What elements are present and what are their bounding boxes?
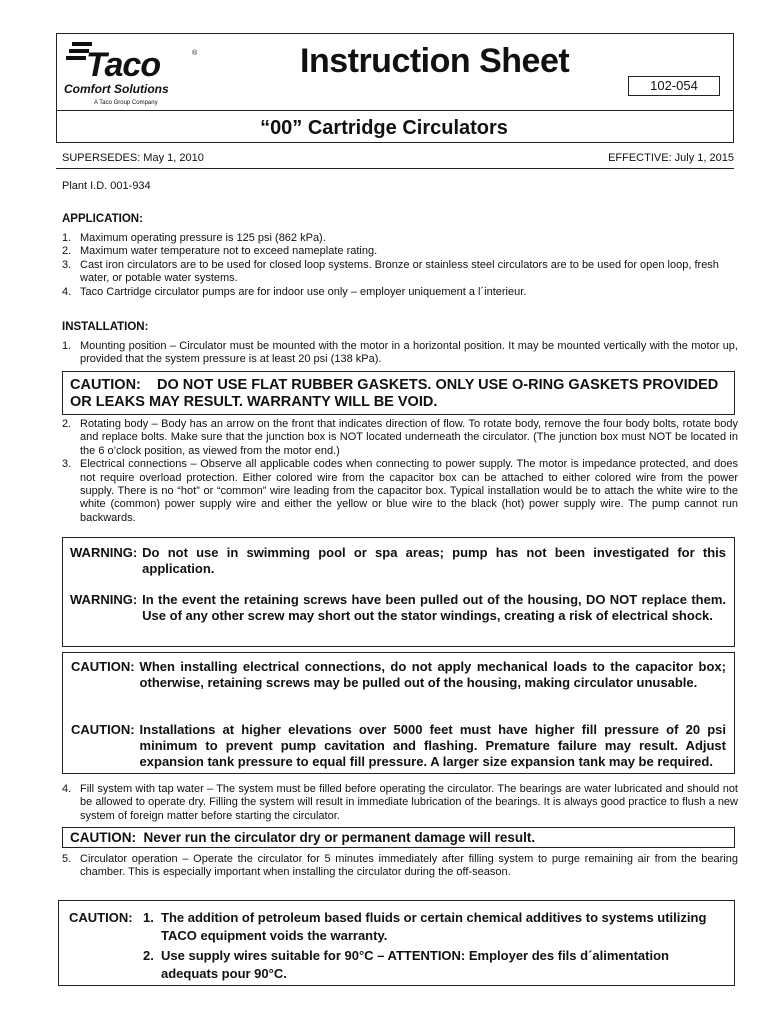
list-item [62,853,738,880]
installation-list-3 [62,783,738,823]
final-item-text: The addition of petroleum based fluids or certain chemical additives to systems utilizing TACO equipment voids the warranty. [161,910,707,943]
final-item-text: Use supply wires suitable for 90°C – ATTENTION: Employer des fils d´alimentation adequats pour 90°C. [161,948,669,981]
caution-label: CAUTION: [71,659,135,674]
logo-subtitle: A Taco Group Company [94,100,158,106]
caution-label: CAUTION: [69,910,133,925]
list-text: Fill system with tap water – The system must be filled before operating the circulator. The bearings are water lubricated and should not be allowed to operate dry. Filling the system will result in immediate lubrication of the bearings. It is always good practice to flush a new system of foreign matter before starting the circulator. [80,783,738,822]
final-caution-row [69,909,724,945]
warning-box [62,537,735,647]
warning-text: In the event the retaining screws have been pulled out of the housing, DO NOT replace them. Use of any other screw may short out the stator windings, creating a risk of electrical shock. [142,592,726,623]
gasket-caution-box: CAUTION: DO NOT USE FLAT RUBBER GASKETS. ONLY USE O-RING GASKETS PROVIDED OR LEAKS MAY RESULT. WARRANTY WILL BE VOID. [62,371,735,415]
list-item [62,340,738,367]
list-text: Mounting position – Circulator must be mounted with the motor in a horizontal position. It may be mounted vertically with the motor up, provided that the system pressure is at least 20 psi (138 kPa). [80,340,738,366]
list-text: Electrical connections – Observe all applicable codes when connecting to power supply. The motor is impedance protected, and does not require overload protection. Either colored wire from the capacitor box can be attached to either colored wire from the power supply. There is no “hot” or “common” wire leading from the capacitor box. Typical installation would be to attach the white wire to the white (common) power supply wire and either the yellow or blue wire to the black (hot) power supply wire. The pump cannot run backwards. [80,458,738,524]
list-item [62,783,738,823]
warning-label: WARNING: [70,592,138,607]
list-item [62,458,738,525]
dry-run-caution-box: CAUTION: Never run the circulator dry or permanent damage will result. [62,827,735,848]
list-text: Maximum water temperature not to exceed nameplate rating. [80,245,378,258]
list-number: 2. [62,245,72,258]
caution-label: CAUTION: [71,722,135,737]
plant-id: Plant I.D. 001-934 [62,180,151,192]
list-item [62,286,738,299]
warning-row [70,592,726,624]
caution-text: Installations at higher elevations over 5000 feet must have higher fill pressure of 20 psi minimum to prevent pump cavitation and flashing. Premature failure may result. Adjust expansion tank pressure to equal fill pressure. A larger size expansion tank may be required. [139,722,726,769]
application-heading: APPLICATION: [62,213,143,225]
caution-box [62,652,735,774]
list-text: Cast iron circulators are to be used for closed loop systems. Bronze or stainless steel circulators are to be used for open loop, fresh water, or potable water systems. [80,258,719,285]
installation-heading: INSTALLATION: [62,321,149,333]
caution-row [71,659,726,691]
installation-list-4 [62,853,738,880]
final-caution-box [58,900,735,986]
header-divider [56,110,734,111]
page-title: Instruction Sheet [300,42,570,80]
list-number: 1. [62,340,72,352]
list-text: Circulator operation – Operate the circulator for 5 minutes immediately after filling system to purge remaining air from the bearing chamber. This is especially important when installing the circulator during the off-season. [80,853,738,879]
list-number: 3. [62,258,72,271]
list-item [62,232,738,245]
list-number: 4. [62,285,72,298]
application-list [62,232,738,299]
final-caution-row [69,947,724,983]
caution-text: When installing electrical connections, do not apply mechanical loads to the capacitor box; otherwise, retaining screws may be pulled out of the housing, making circulator unusable. [139,659,726,690]
logo-brand: Taco [86,46,161,84]
list-item [62,259,738,286]
list-number: 4. [62,783,72,795]
list-text: Taco Cartridge circulator pumps are for indoor use only – employer uniquement a l´interieur. [80,285,527,298]
list-text: Rotating body – Body has an arrow on the front that indicates direction of flow. To rotate body, remove the four body bolts, rotate body and replace bolts. Make sure that the junction box is NOT located underneath the circulator. (The junction box must NOT be located in the 6 o’clock position, as viewed from the motor end.) [80,418,738,457]
meta-divider [56,168,734,169]
document-number: 102-054 [628,76,720,96]
list-number: 5. [62,853,72,865]
caution-row [71,722,726,770]
list-number: 2. [62,418,72,430]
warning-row [70,545,726,577]
final-item-number: 1. [143,910,154,925]
list-item [62,418,738,458]
final-item-number: 2. [143,948,154,963]
warning-text: Do not use in swimming pool or spa areas; pump has not been investigated for this application. [142,545,726,576]
taco-logo [64,38,204,110]
effective-date: EFFECTIVE: July 1, 2015 [608,152,734,164]
registered-mark: ® [192,50,198,57]
product-subtitle: “00” Cartridge Circulators [260,117,508,139]
list-number: 1. [62,232,72,244]
list-item [62,245,738,258]
logo-tagline: Comfort Solutions [64,82,169,96]
installation-list-1 [62,340,738,367]
warning-label: WARNING: [70,545,138,560]
installation-list-2 [62,418,738,525]
supersedes-date: SUPERSEDES: May 1, 2010 [62,152,204,164]
list-number: 3. [62,458,72,471]
list-text: Maximum operating pressure is 125 psi (862 kPa). [80,232,326,244]
